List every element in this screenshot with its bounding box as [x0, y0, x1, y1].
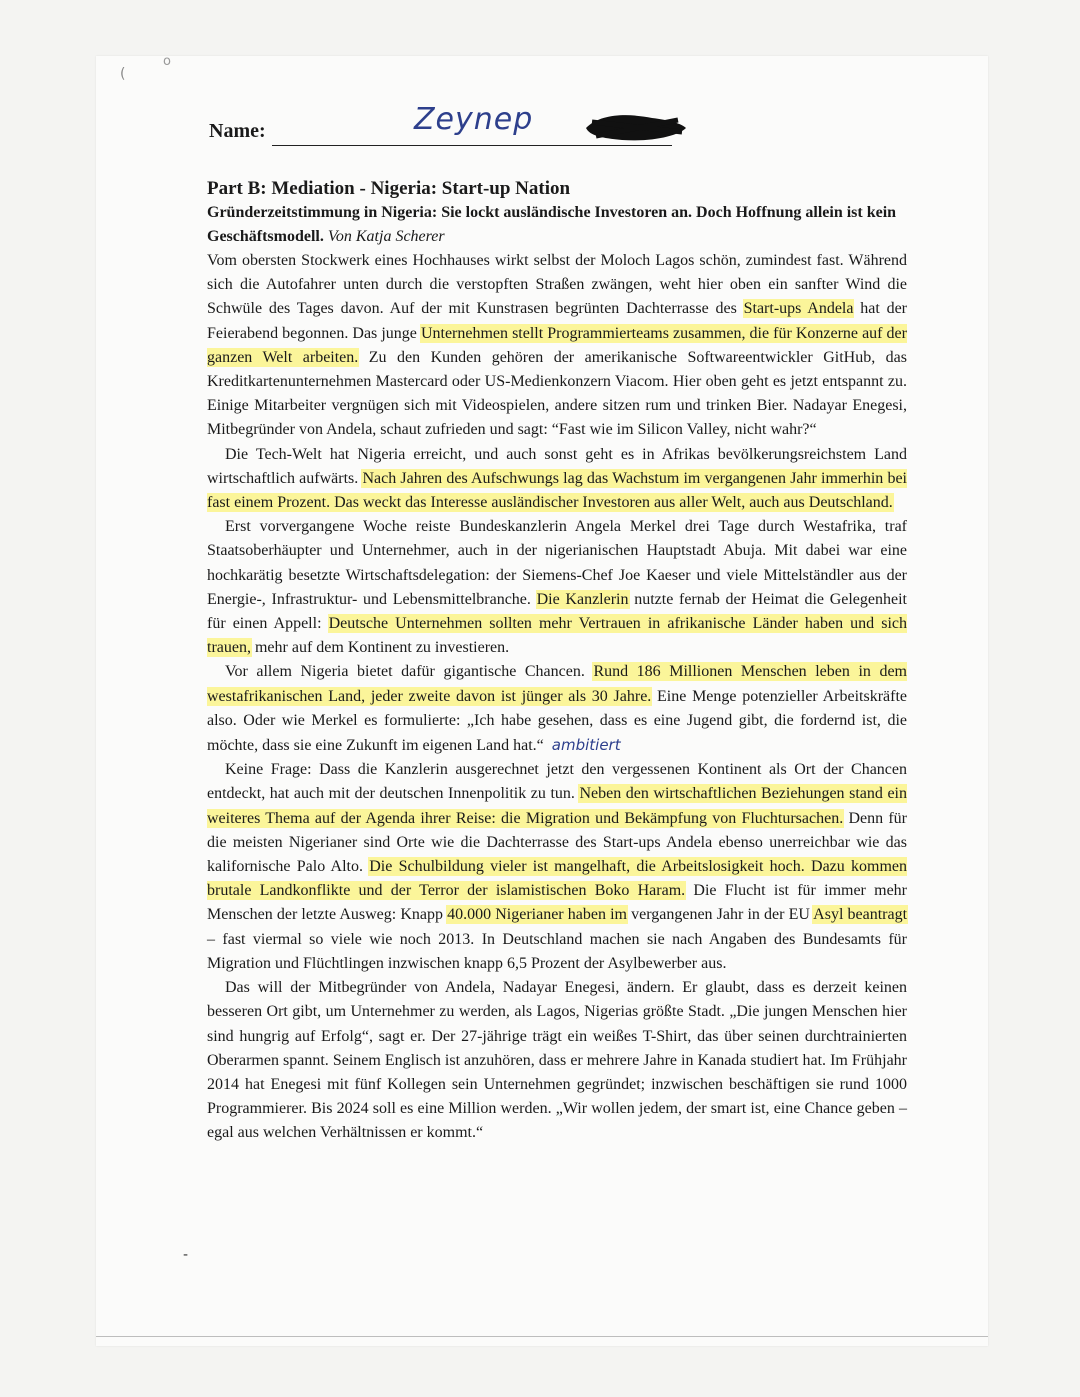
scribble-redaction	[582, 110, 692, 146]
paragraph-text: vergangenen Jahr in der EU	[626, 906, 814, 924]
paragraph-text: hat der Feierabend begonnen. Das junge	[207, 300, 908, 342]
article-author: Von Katja Scherer	[327, 228, 445, 245]
highlighted-text: Deutsche Unternehmen sollten mehr Vertrauen in afrikanische Länder haben und sich trauen,	[207, 615, 907, 657]
paragraph-text: Zu den Kunden gehören der amerikanische Softwareentwickler GitHub, das Kreditkartenunternehmen Mastercard oder US-Medienkonzern Viacom. Hier oben geht es jetzt entspannt zu. Einige Mitarbeiter vergnügen sich mit Videospielen, andere sitzen rum und trinken Bier. Nadayar Enegesi, Mitbegründer von Andela, schaut zufrieden und sagt: “Fast wie im Silicon Valley, nicht wahr?“	[207, 348, 908, 439]
paragraph-text: Denn für die meisten Nigerianer sind Orte wie die Dachterrasse des Start-ups Andela ebenso unerreichbar wie das kalifornische Palo Alto.	[207, 809, 907, 876]
paragraph-text: – fast viermal so viele wie noch 2013. In Deutschland machen sie nach Angaben des Bundesamts für Migration und Flüchtlingen inzwischen knapp 6,5 Prozent der Asylbewerber aus.	[207, 930, 907, 972]
handwritten-name: Zeynep	[414, 102, 534, 137]
paragraph-5	[207, 758, 907, 976]
paragraph-1	[207, 249, 907, 443]
paragraph-text: mehr auf dem Kontinent zu investieren.	[250, 639, 510, 657]
highlighted-text: Rund 186 Millionen Menschen leben in dem westafrikanischen Land, jeder zweite davon ist jünger als 30 Jahre.	[207, 663, 907, 705]
paragraph-6	[207, 976, 907, 1145]
paragraph-text: Erst vorvergangene Woche reiste Bundeskanzlerin Angela Merkel drei Tage durch Westafrika, traf Staatsoberhäupter und Unternehmer, auch in der nigerianischen Hauptstadt Abuja. Mit dabei war eine hochkarätig besetzte Wirtschaftsdelegation: der Siemens-Chef Joe Kaeser und viele Mittelständler aus der Energie-, Infrastruktur- und Lebensmittelbranche.	[207, 518, 907, 608]
article	[207, 177, 907, 1146]
subtitle-text: Gründerzeitstimmung in Nigeria: Sie lockt ausländische Investoren an. Doch Hoffnung allein ist kein Geschäftsmodell.	[207, 204, 897, 245]
highlighted-text: Neben den wirtschaftlichen Beziehungen stand ein weiteres Thema auf der Agenda ihrer Reise: die Migration und Bekämpfung von Fluchtursachen.	[207, 785, 907, 827]
name-label: Name:	[209, 120, 266, 142]
paragraph-text: Keine Frage: Dass die Kanzlerin ausgerechnet jetzt den vergessenen Kontinent als Ort der Chancen entdeckt, hat auch mit der deutschen Innenpolitik zu tun.	[207, 761, 907, 803]
margin-mark-o: o	[163, 54, 171, 69]
paragraph-text: Das will der Mitbegründer von Andela, Nadayar Enegesi, ändern. Er glaubt, dass es derzeit keinen besseren Ort gibt, um Unternehmer zu werden, als Lagos, Nigerias größte Stadt. „Die jungen Menschen hier sind hungrig auf Erfolg“, sagt er. Der 27-jährige trägt ein weißes T-Shirt, das über seinen durchtrainierten Oberarmen spannt. Seinem Englisch ist anzuhören, dass er mehrere Jahre in Kanada studiert hat. Im Frühjahr 2014 hat Enegesi mit fünf Kollegen sein Unternehmen gegründet; inzwischen beschäftigen sie rund 1000 Programmierer. Bis 2024 soll es eine Million werden. „Wir wollen jedem, der smart ist, eine Chance geben – egal aus welchen Verhältnissen er kommt.“	[207, 979, 907, 1142]
paragraph-text: Die Tech-Welt hat Nigeria erreicht, und auch sonst geht es in Afrikas bevölkerungsreichstem Land wirtschaftlich aufwärts.	[207, 445, 907, 487]
highlighted-text: Unternehmen stellt Programmierteams zusammen, die für Konzerne auf der ganzen Welt arbeiten.	[207, 324, 907, 366]
highlighted-text: Asyl beantragt	[813, 906, 908, 924]
page-edge-line	[96, 1336, 988, 1337]
paragraph-text: Vom obersten Stockwerk eines Hochhauses wirkt selbst der Moloch Lagos schön, zumindest fast. Während sich die Autofahrer unten durch die verstopften Straßen zwängen, weht hier oben ein sanfter Wind die Schwüle des Tages davon. Auf der mit Kunstrasen begrünten Dachterrasse des	[207, 252, 907, 318]
margin-mark: (	[120, 66, 126, 82]
highlighted-text: Die Kanzlerin	[536, 590, 629, 608]
paragraph-2	[207, 443, 907, 516]
paragraph-3	[207, 515, 907, 660]
article-title: Part B: Mediation - Nigeria: Start-up Nation	[207, 178, 571, 199]
paragraph-text: Eine Menge potenzieller Arbeitskräfte also. Oder wie Merkel es formulierte: „Ich habe gesehen, dass es eine Jugend gibt, die fordernd ist, die möchte, dass sie eine Zukunft im eigenen Land hat.“	[207, 687, 907, 755]
paragraph-text: nutzte fernab der Heimat die Gelegenheit für einen Appell:	[207, 590, 907, 633]
highlighted-text: Start-ups Andela	[743, 300, 854, 318]
highlighted-text: Die Schulbildung vieler ist mangelhaft, die Arbeitslosigkeit hoch. Dazu kommen brutale Landkonflikte und der Terror der islamistischen Boko Haram.	[207, 858, 908, 900]
paragraph-text: Vor allem Nigeria bietet dafür gigantische Chancen.	[225, 663, 594, 681]
article-subtitle	[207, 201, 907, 249]
paragraph-text: Die Flucht ist für immer mehr Menschen der letzte Ausweg: Knapp	[207, 882, 908, 924]
margin-dash: -	[183, 1247, 189, 1263]
highlighted-text: 40.000 Nigerianer haben im	[447, 906, 627, 924]
paragraph-4	[207, 660, 907, 758]
highlighted-text: Nach Jahren des Aufschwungs lag das Wachstum im vergangenen Jahr immerhin bei fast einem Prozent. Das weckt das Interesse ausländischer Investoren aus aller Welt, auch aus Deutschland.	[207, 469, 907, 512]
handwritten-note: ambitiert	[551, 736, 621, 755]
